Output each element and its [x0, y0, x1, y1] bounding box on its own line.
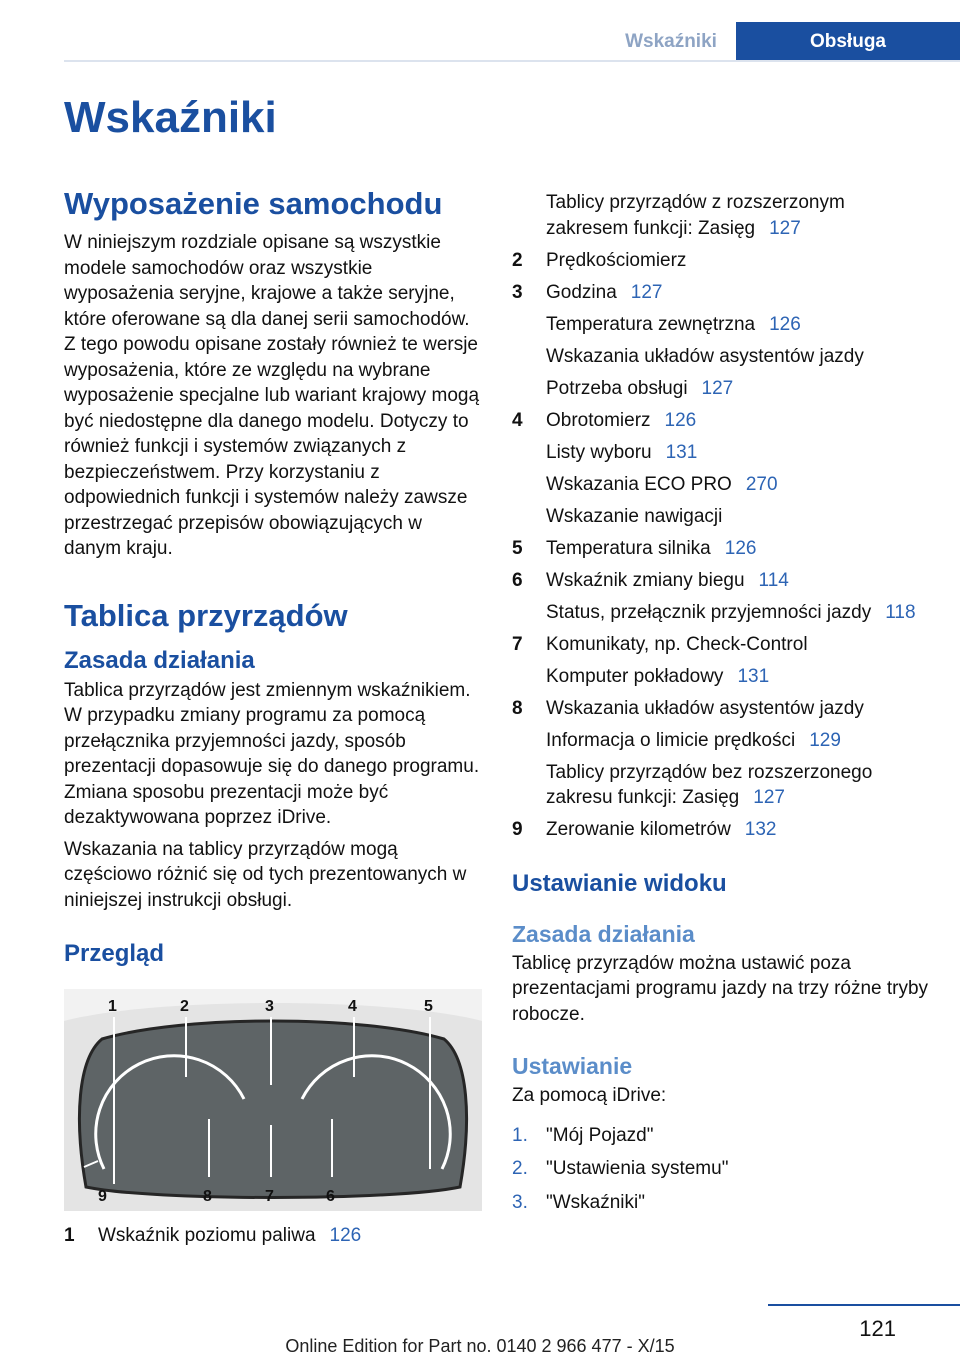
section-equipment-title: Wyposażenie samochodu	[64, 186, 443, 221]
legend-number	[512, 664, 546, 690]
legend-number	[512, 312, 546, 338]
step-item	[512, 1156, 932, 1182]
page-ref-link[interactable]: 127	[701, 377, 734, 399]
legend-number	[512, 344, 546, 370]
legend-text: Temperatura silnika	[546, 537, 711, 559]
view-principle-body: Tablicę przyrządów można ustawić poza prezentacjami programu jazdy na trzy różne tryby robocze.	[512, 952, 929, 1025]
principle-paragraph-1: Tablica przyrządów jest zmiennym wskaźnikiem. W przypadku zmiany programu za pomocą przełącznika przyjemności jazdy, sposób prezentacji dopasowuje się do danego programu. Zmiana sposobu prezentacji może być dezaktywowana poprzez iDrive.	[64, 679, 480, 828]
step-number: 3.	[512, 1191, 528, 1213]
callout-3: 3	[265, 998, 274, 1015]
page-ref-link[interactable]: 127	[769, 217, 801, 239]
section-equipment-body: W niniejszym rozdziale opisane są wszystkie modele samochodów oraz wszystkie wyposażenia seryjne, krajowe a także seryjne, które oferowane są dla danej serii samochodów. Z tego powodu opisane zostały również te wersje wyposażenia, które ze względu na wybrane wyposażenie specjalne lub wariant krajowy mogą być niedostępne dla danego modelu. Dotyczy to również funkcji i systemów związanych z bezpieczeństwem. Przy korzystaniu z odpowiednich funkcji i systemów należy zawsze przestrzegać przepisów obowiązujących w danym kraju.	[64, 232, 480, 559]
legend-item	[512, 280, 932, 306]
view-principle-heading: Zasada działania	[512, 920, 695, 947]
callout-2: 2	[180, 998, 189, 1015]
legend-item	[512, 664, 932, 690]
legend-text: Status, przełącznik przyjemności jazdy	[546, 601, 872, 623]
header-tab-obsluga[interactable]: Obsługa	[736, 22, 960, 62]
legend-number: 3	[512, 281, 523, 303]
page-number: 121	[859, 1316, 896, 1341]
legend-number: 4	[512, 409, 523, 431]
legend-number	[512, 760, 546, 811]
legend-number	[512, 376, 546, 402]
legend-item	[512, 600, 932, 626]
legend-item	[512, 472, 932, 498]
legend-text: Tablicy przyrządów z rozszerzonym zakresem funkcji: Zasięg	[546, 192, 845, 239]
legend-number	[512, 190, 546, 241]
callout-7: 7	[265, 1188, 274, 1205]
instrument-cluster-drawing	[64, 989, 482, 1211]
legend-text: Wskazanie nawigacji	[546, 505, 723, 527]
step-item	[512, 1123, 932, 1149]
step-text[interactable]: "Ustawienia systemu"	[546, 1158, 729, 1179]
legend-item	[512, 376, 932, 402]
step-number: 1.	[512, 1124, 528, 1146]
legend-number: 2	[512, 249, 523, 271]
principle-heading: Zasada działania	[64, 646, 255, 674]
page-title: Wskaźniki	[64, 93, 277, 142]
page-ref-link[interactable]: 131	[665, 441, 698, 463]
legend-item	[512, 504, 932, 530]
callout-1: 1	[108, 998, 117, 1015]
legend-item-1	[64, 1223, 482, 1249]
page-ref-link[interactable]: 127	[753, 787, 785, 808]
legend-text: Obrotomierz	[546, 409, 651, 431]
legend-number	[512, 440, 546, 466]
legend-number	[512, 504, 546, 530]
page-ref-link[interactable]: 127	[630, 281, 663, 303]
step-text[interactable]: "Mój Pojazd"	[546, 1124, 654, 1146]
legend-text: Informacja o limicie prędkości	[546, 729, 796, 751]
principle-paragraph-2: Wskazania na tablicy przyrządów mogą częściowo różnić się od tych prezentowanych w niniejszej instrukcji obsługi.	[64, 838, 467, 911]
page-ref-link[interactable]: 126	[769, 313, 801, 335]
legend-text: Listy wyboru	[546, 441, 652, 463]
step-number: 2.	[512, 1158, 528, 1179]
legend-item	[512, 312, 932, 338]
page-ref-link[interactable]: 270	[745, 473, 778, 495]
legend-item	[512, 248, 932, 274]
callout-8: 8	[203, 1188, 212, 1205]
legend-text: Tablicy przyrządów bez rozszerzonego zakresu funkcji: Zasięg	[546, 761, 873, 808]
left-column	[64, 186, 482, 1249]
legend-text: Wskazania układów asystentów jazdy	[546, 697, 864, 719]
page-ref-link[interactable]: 131	[737, 665, 770, 687]
steps-list	[512, 1123, 932, 1216]
legend-item	[512, 536, 932, 562]
view-settings-heading: Ustawianie widoku	[512, 869, 727, 897]
legend-text: Komunikaty, np. Check-Control	[546, 633, 808, 655]
legend-text: Wskazania układów asystentów jazdy	[546, 345, 864, 367]
legend-item	[512, 408, 932, 434]
callout-5: 5	[424, 998, 433, 1015]
legend-item	[512, 632, 932, 658]
legend-number: 6	[512, 569, 523, 591]
step-text[interactable]: "Wskaźniki"	[546, 1191, 645, 1213]
legend-text: Temperatura zewnętrzna	[546, 313, 756, 335]
setting-heading: Ustawianie	[512, 1053, 633, 1079]
legend-text: Wskaźnik poziomu paliwa	[98, 1225, 316, 1246]
legend-item	[512, 344, 932, 370]
setting-intro: Za pomocą iDrive:	[512, 1085, 667, 1106]
page-ref-link[interactable]: 129	[809, 729, 841, 751]
legend-text: Wskazania ECO PRO	[546, 473, 732, 495]
legend-number: 5	[512, 537, 523, 559]
callout-6: 6	[326, 1188, 335, 1205]
page-ref-link[interactable]: 114	[758, 569, 789, 591]
legend-text: Wskaźnik zmiany biegu	[546, 569, 745, 591]
legend-item	[512, 568, 932, 594]
legend-item	[512, 760, 932, 811]
legend-item	[512, 817, 932, 843]
callout-9: 9	[98, 1188, 107, 1205]
step-item	[512, 1190, 932, 1216]
edition-footer: Online Edition for Part no. 0140 2 966 477 - X/15	[285, 1336, 675, 1356]
section-instrument-title: Tablica przyrządów	[64, 597, 348, 633]
callout-4: 4	[348, 998, 357, 1015]
page-ref-link[interactable]: 126	[724, 537, 757, 559]
header-divider	[64, 60, 960, 62]
legend-item	[512, 440, 932, 466]
legend-number: 1	[64, 1225, 75, 1246]
right-column	[512, 190, 932, 1215]
legend-text: Potrzeba obsługi	[546, 377, 688, 399]
instrument-cluster-figure	[64, 989, 482, 1211]
legend-item	[512, 190, 932, 241]
legend-number: 9	[512, 819, 523, 840]
footer-divider	[768, 1304, 960, 1306]
page-ref-link[interactable]: 118	[885, 601, 916, 623]
page-ref-link[interactable]: 126	[329, 1225, 362, 1246]
legend-text: Godzina	[546, 281, 617, 303]
legend-number: 7	[512, 633, 523, 655]
legend-text: Komputer pokładowy	[546, 665, 724, 687]
legend-list	[512, 190, 932, 843]
legend-item	[512, 696, 932, 722]
header-tab-wskazniki[interactable]: Wskaźniki	[625, 31, 717, 52]
legend-number	[512, 600, 546, 626]
page-ref-link[interactable]: 132	[744, 819, 777, 840]
legend-number	[512, 728, 546, 754]
legend-item	[512, 728, 932, 754]
overview-heading: Przegląd	[64, 940, 165, 967]
page-ref-link[interactable]: 126	[664, 409, 697, 431]
legend-text: Prędkościomierz	[546, 249, 687, 271]
legend-text: Zerowanie kilometrów	[546, 819, 731, 840]
legend-number	[512, 472, 546, 498]
legend-number: 8	[512, 697, 523, 719]
